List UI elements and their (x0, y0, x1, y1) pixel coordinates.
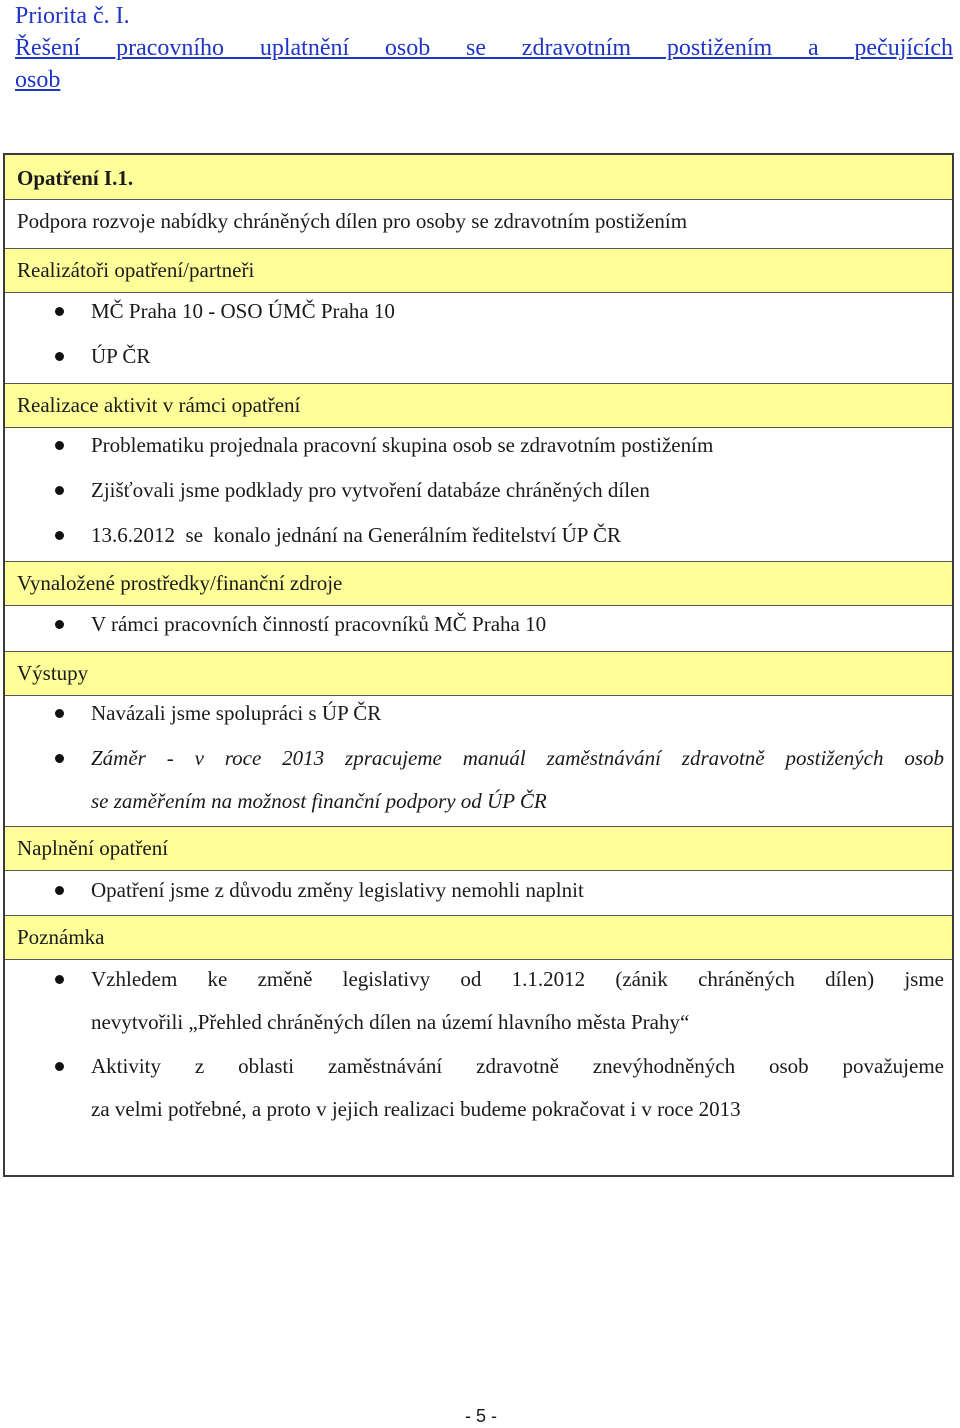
measure-label: Opatření I.1. (17, 166, 134, 190)
fulfillment-heading: Naplnění opatření (17, 836, 169, 860)
activities-band (5, 383, 952, 428)
note-heading: Poznámka (17, 925, 105, 949)
priority-heading: Priorita č. I. (15, 3, 130, 29)
priority-title: Řešení pracovního uplatnění osob se zdravotním postižením a pečujících (15, 35, 953, 61)
page-number: - 5 - (465, 1406, 498, 1426)
outputs-heading: Výstupy (17, 661, 89, 685)
resources-heading: Vynaložené prostředky/finanční zdroje (17, 571, 343, 595)
list-item-text: Vzhledem ke změně legislativy od 1.1.2012 (zánik chráněných dílen) jsme (91, 967, 944, 991)
list-item-text: MČ Praha 10 - OSO ÚMČ Praha 10 (91, 299, 395, 323)
list-item-text: V rámci pracovních činností pracovníků MČ Praha 10 (91, 612, 547, 636)
measure-description: Podpora rozvoje nabídky chráněných dílen pro osoby se zdravotním postižením (17, 209, 688, 233)
bullet-icon (55, 486, 64, 495)
bullet-icon (55, 886, 64, 895)
list-item-text: Aktivity z oblasti zaměstnávání zdravotně znevýhodněných osob považujeme (91, 1054, 944, 1078)
activities-heading: Realizace aktivit v rámci opatření (17, 393, 301, 417)
partners-band (5, 248, 952, 293)
list-item-text: Navázali jsme spolupráci s ÚP ČR (91, 701, 382, 725)
bullet-icon (55, 620, 64, 629)
partners-heading: Realizátoři opatření/partneři (17, 258, 255, 282)
bullet-icon (55, 441, 64, 450)
list-item-text: ÚP ČR (91, 344, 151, 368)
resources-band (5, 561, 952, 606)
priority-title-continuation: osob (15, 67, 61, 93)
list-item-text: Záměr - v roce 2013 zpracujeme manuál zaměstnávání zdravotně postižených osob (91, 746, 944, 770)
list-item-text: Zjišťovali jsme podklady pro vytvoření databáze chráněných dílen (91, 478, 650, 502)
bullet-icon (55, 531, 64, 540)
list-item-text: za velmi potřebné, a proto v jejich realizaci budeme pokračovat i v roce 2013 (91, 1097, 741, 1121)
list-item-text: 13.6.2012 se konalo jednání na Generálním ředitelství ÚP ČR (91, 523, 621, 547)
measure-table (3, 153, 954, 1177)
bullet-icon (55, 352, 64, 361)
bullet-icon (55, 754, 64, 763)
bullet-icon (55, 307, 64, 316)
bullet-icon (55, 1062, 64, 1071)
fulfillment-band (5, 826, 952, 871)
note-band (5, 915, 952, 960)
list-item-text: nevytvořili „Přehled chráněných dílen na území hlavního města Prahy“ (91, 1010, 690, 1034)
list-item-text: Problematiku projednala pracovní skupina osob se zdravotním postižením (91, 433, 714, 457)
measure-label-band (5, 155, 952, 200)
list-item-text: Opatření jsme z důvodu změny legislativy nemohli naplnit (91, 878, 584, 902)
outputs-band (5, 651, 952, 696)
list-item-text: se zaměřením na možnost finanční podpory od ÚP ČR (91, 789, 547, 813)
bullet-icon (55, 975, 64, 984)
bullet-icon (55, 709, 64, 718)
